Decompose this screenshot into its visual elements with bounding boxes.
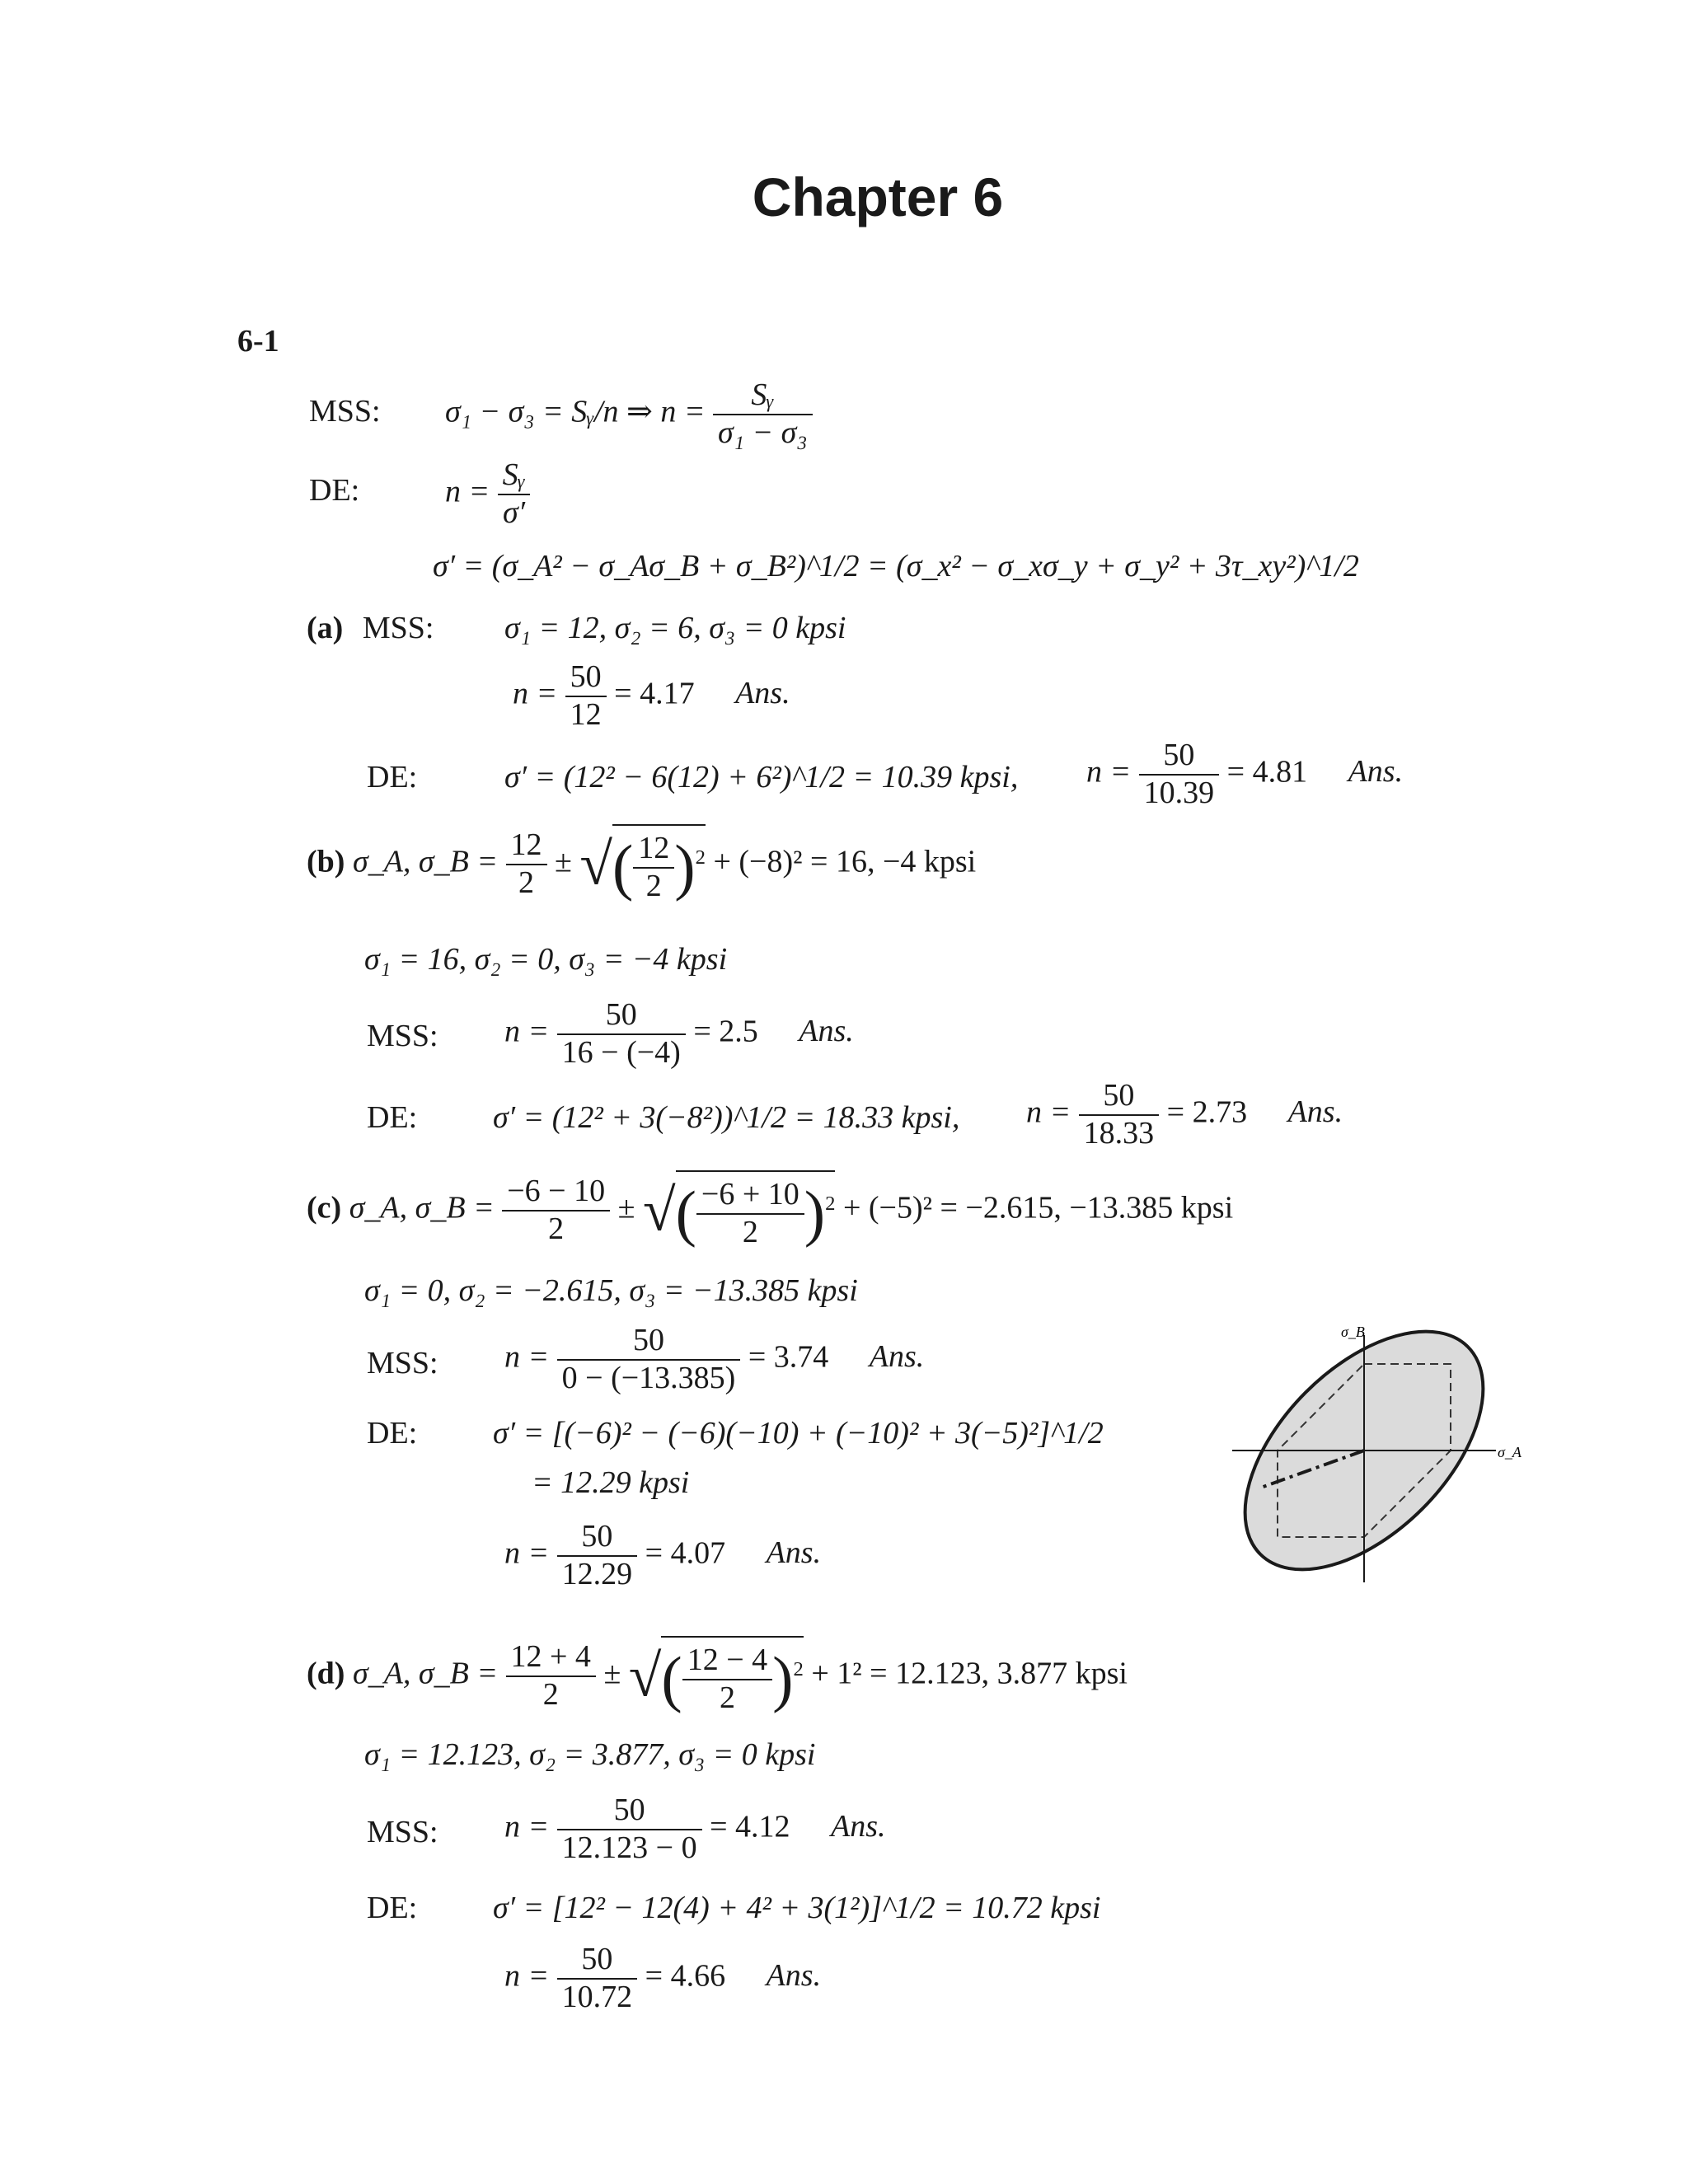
part-c-sqrt-num: −6 + 10 — [696, 1177, 804, 1215]
part-b-de-n: n = $\frac{50}{18.33}$ = 2.73 Ans. — [1026, 1078, 1343, 1151]
problem-number: 6-1 — [237, 324, 279, 359]
header-de-eq-text: n = — [445, 474, 490, 509]
part-c-de-den: 12.29 — [561, 1556, 633, 1591]
part-b-mss-result: = 2.5 — [693, 1014, 758, 1049]
header-mss-equation — [445, 377, 813, 451]
part-a-de-sigma: σ′ = (12² − 6(12) + 6²)^1/2 = 10.39 kpsi, — [504, 760, 1019, 794]
sigma-b-label: σ_B — [1341, 1324, 1365, 1340]
part-a-de-n: n = $\frac{50}{10.39}$ = 4.81 Ans. — [1086, 738, 1404, 810]
part-d-de-fraction — [557, 1942, 638, 2015]
part-c-num: −6 − 10 — [502, 1174, 610, 1212]
part-b-sqrt-rest: + (−8)² = 16, −4 kpsi — [713, 844, 977, 879]
part-d-de-result: = 4.66 — [645, 1958, 726, 1994]
part-d-sqrt: ( $\frac{12 - 4}{2}$ )$^2$ — [661, 1636, 803, 1716]
part-a-mss-result: = 4.17 — [614, 676, 695, 711]
part-c-sqrt-den: 2 — [742, 1214, 758, 1249]
part-c-mss-n: n = $\frac{50}{0 - (-13.385)}$ = 3.74 Ans. — [504, 1323, 925, 1395]
part-a-de-result: = 4.81 — [1226, 754, 1308, 790]
part-b-sqrt: ( $\frac{12}{2}$ )$^2$ — [612, 824, 706, 904]
part-b-de-den: 18.33 — [1083, 1115, 1155, 1151]
sigma-a-label: σ_A — [1498, 1444, 1522, 1460]
part-a-mss-label: MSS: — [362, 611, 434, 645]
failure-envelope-figure — [1232, 1319, 1529, 1582]
part-c-de-num: 50 — [557, 1519, 638, 1557]
part-d-mss-den: 12.123 − 0 — [561, 1830, 697, 1865]
part-b-stresses: σ₁ = 16, σ₂ = 0, σ₃ = −4 kpsi — [364, 942, 728, 977]
part-d-de-num: 50 — [557, 1942, 638, 1980]
part-c-mss-num: 50 — [557, 1323, 741, 1361]
part-c-de-n: n = $\frac{50}{12.29}$ = 4.07 Ans. — [504, 1519, 822, 1591]
part-a-stresses: σ₁ = 12, σ₂ = 6, σ₃ = 0 kpsi — [504, 611, 846, 645]
header-de-num: Sᵧ — [498, 457, 531, 495]
part-c-mss-den: 0 − (−13.385) — [561, 1360, 736, 1395]
part-d-stresses: σ₁ = 12.123, σ₂ = 3.877, σ₃ = 0 kpsi — [364, 1737, 816, 1772]
part-b-mss-fraction — [557, 997, 686, 1071]
part-c-sqrt-fraction — [696, 1177, 804, 1250]
part-c-label: (c) — [307, 1190, 342, 1226]
part-b-lhs: σ_A, σ_B = — [352, 844, 498, 879]
part-d-sqrt-den: 2 — [719, 1680, 735, 1715]
part-b-de-num: 50 — [1079, 1078, 1160, 1116]
header-de-label: DE: — [309, 473, 360, 508]
part-d-de-sigma: σ′ = [12² − 12(4) + 4² + 3(1²)]^1/2 = 10.72 kpsi — [493, 1891, 1101, 1925]
part-c-sqrt: ( $\frac{-6 + 10}{2}$ )$^2$ — [676, 1170, 836, 1250]
part-b-equation: (b) σ_A, σ_B = $\frac{12}{2}$ ± √( $\frac{12}{2}$ )$^2$ + (−8)² = 16, −4 kpsi — [307, 824, 976, 904]
part-b-de-result: = 2.73 — [1166, 1094, 1248, 1130]
part-d-num: 12 + 4 — [506, 1639, 596, 1677]
part-d-mss-num: 50 — [557, 1793, 702, 1830]
header-mss-fraction — [713, 377, 813, 451]
part-b-sqrt-fraction — [633, 831, 674, 904]
part-a-heading — [307, 612, 434, 644]
part-a-mss-fraction — [565, 659, 607, 733]
header-de-fraction — [498, 457, 531, 531]
part-d-de-n: n = $\frac{50}{10.72}$ = 4.66 Ans. — [504, 1942, 822, 2014]
part-d-equation: (d) σ_A, σ_B = $\frac{12 + 4}{2}$ ± √( $\frac{12 - 4}{2}$ )$^2$ + 1² = 12.123, 3.877 kpsi — [307, 1636, 1128, 1716]
header-mss-den: σ₁ − σ₃ — [718, 415, 808, 450]
header-mss-num: Sᵧ — [713, 377, 813, 415]
part-b-mss-n: n = $\frac{50}{16 - (-4)}$ = 2.5 Ans. — [504, 997, 854, 1070]
part-c-de-sigma-result: = 12.29 kpsi — [532, 1465, 690, 1500]
part-a-de-den: 10.39 — [1143, 775, 1215, 810]
part-b-de-fraction — [1079, 1078, 1160, 1151]
part-d-sqrt-fraction — [682, 1643, 772, 1716]
part-c-fraction — [502, 1174, 610, 1247]
part-d-lhs: σ_A, σ_B = — [352, 1656, 498, 1691]
part-c-de-fraction — [557, 1519, 638, 1592]
part-b-mss-den: 16 − (−4) — [561, 1034, 681, 1070]
part-d-mss-n: n = $\frac{50}{12.123 - 0}$ = 4.12 Ans. — [504, 1793, 886, 1865]
part-c-de-result: = 4.07 — [645, 1535, 726, 1571]
part-a-mss-n: n = $\frac{50}{12}$ = 4.17 Ans. — [513, 659, 790, 732]
part-b-mss-ans: Ans. — [799, 1014, 854, 1049]
part-c-den: 2 — [548, 1211, 565, 1246]
part-d-mss-ans: Ans. — [831, 1809, 886, 1844]
part-c-stresses: σ₁ = 0, σ₂ = −2.615, σ₃ = −13.385 kpsi — [364, 1273, 858, 1308]
part-d-de-ans: Ans. — [766, 1958, 822, 1994]
part-b-mss-label: MSS: — [367, 1019, 438, 1053]
part-c-mss-ans: Ans. — [869, 1339, 925, 1375]
part-a-label: (a) — [307, 611, 344, 645]
part-b-sqrt-num: 12 — [633, 831, 674, 869]
part-d-den: 2 — [542, 1676, 559, 1712]
part-b-num: 12 — [506, 827, 547, 865]
part-a-mss-den: 12 — [570, 696, 602, 732]
part-a-mss-ans: Ans. — [735, 676, 790, 711]
part-b-de-label: DE: — [367, 1100, 418, 1135]
part-a-de-fraction — [1139, 738, 1220, 811]
part-c-de-label: DE: — [367, 1416, 418, 1451]
part-c-de-ans: Ans. — [766, 1535, 822, 1571]
part-c-lhs: σ_A, σ_B = — [349, 1190, 495, 1226]
part-c-de-sigma: σ′ = [(−6)² − (−6)(−10) + (−10)² + 3(−5)²]^1/2 — [493, 1416, 1104, 1451]
part-d-fraction — [506, 1639, 596, 1713]
part-d-sqrt-num: 12 − 4 — [682, 1643, 772, 1680]
part-b-de-sigma: σ′ = (12² + 3(−8²))^1/2 = 18.33 kpsi, — [493, 1100, 960, 1135]
part-a-de-label: DE: — [367, 760, 418, 794]
part-d-label: (d) — [307, 1656, 345, 1691]
header-mss-label: MSS: — [309, 394, 381, 429]
header-de-equation — [445, 457, 530, 531]
part-c-equation: (c) σ_A, σ_B = $\frac{-6 - 10}{2}$ ± √( $\frac{-6 + 10}{2}$ )$^2$ + (−5)² = −2.615, −13.385 kpsi — [307, 1170, 1233, 1250]
part-b-fraction — [506, 827, 547, 901]
part-d-de-den: 10.72 — [561, 1979, 633, 2014]
part-d-mss-label: MSS: — [367, 1815, 438, 1849]
part-b-den: 2 — [518, 865, 534, 900]
part-b-mss-num: 50 — [557, 997, 686, 1035]
sigma-prime-definition: σ′ = (σ_A² − σ_Aσ_B + σ_B²)^1/2 = (σ_x² − σ_xσ_y + σ_y² + 3τ_xy²)^1/2 — [433, 549, 1359, 583]
part-a-mss-num: 50 — [565, 659, 607, 697]
part-d-mss-fraction — [557, 1793, 702, 1866]
part-b-label: (b) — [307, 844, 345, 879]
part-a-de-ans: Ans. — [1348, 754, 1404, 790]
part-c-sqrt-rest: + (−5)² = −2.615, −13.385 kpsi — [842, 1190, 1234, 1226]
chapter-title: Chapter 6 — [752, 166, 1004, 227]
part-b-de-ans: Ans. — [1287, 1094, 1343, 1130]
header-mss-eq-text: σ₁ − σ₃ = Sᵧ/n ⇒ n = — [445, 394, 706, 429]
part-c-mss-fraction — [557, 1323, 741, 1396]
part-d-de-label: DE: — [367, 1891, 418, 1925]
header-de-den: σ′ — [503, 494, 526, 530]
part-c-mss-result: = 3.74 — [748, 1339, 829, 1375]
part-d-sqrt-rest: + 1² = 12.123, 3.877 kpsi — [811, 1656, 1128, 1691]
part-b-sqrt-den: 2 — [645, 868, 662, 903]
part-a-de-num: 50 — [1139, 738, 1220, 776]
part-d-mss-result: = 4.12 — [710, 1809, 790, 1844]
part-c-mss-label: MSS: — [367, 1346, 438, 1380]
